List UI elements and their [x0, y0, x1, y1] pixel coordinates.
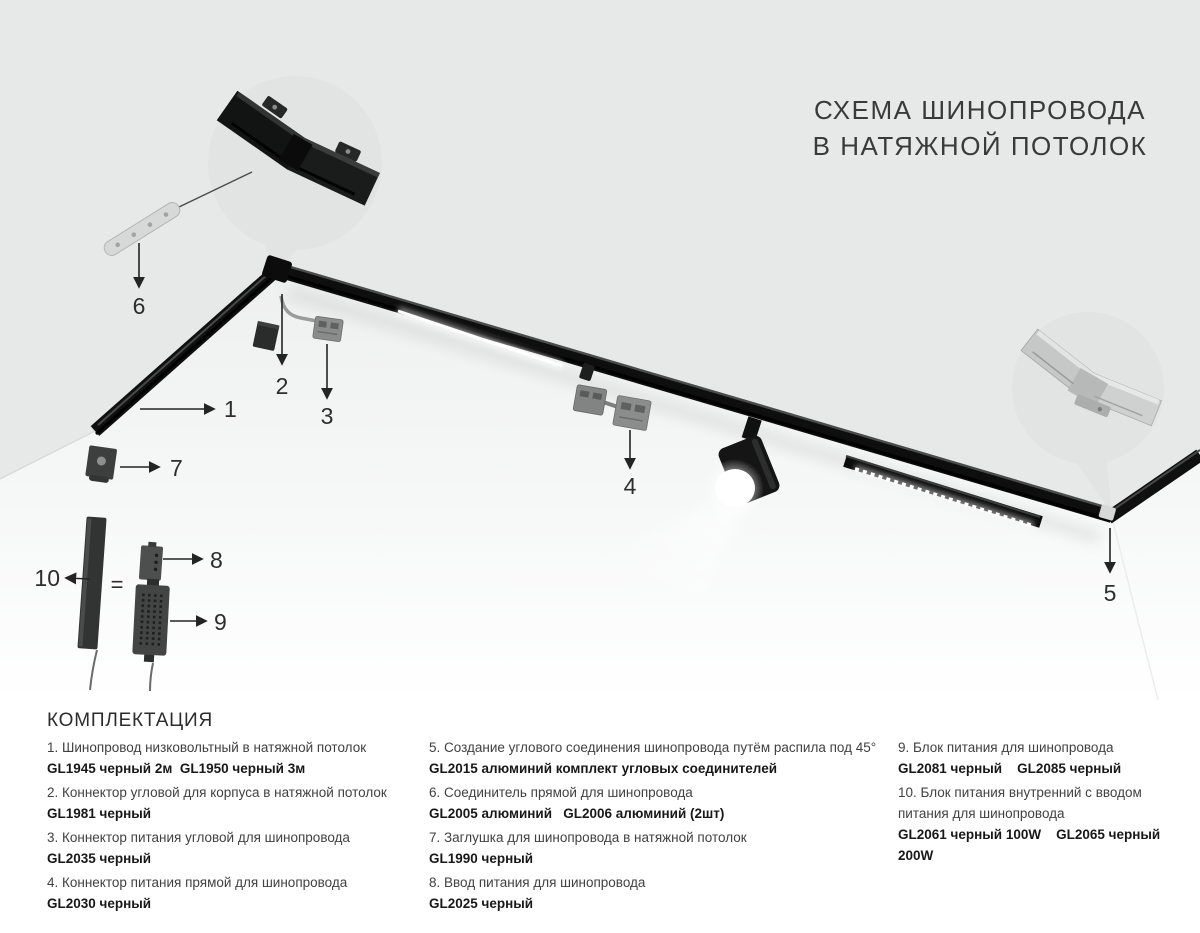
part-code: GL2030 черный: [47, 896, 152, 911]
list-item: [47, 872, 422, 914]
label-7: 7: [170, 455, 183, 481]
part-description: 7. Заглушка для шинопровода в натяжной потолок: [429, 830, 747, 845]
list-item: [429, 827, 887, 869]
page-title-line1: СХЕМА ШИНОПРОВОДА: [813, 95, 1146, 125]
part-code: GL2015 алюминий комплект угловых соединителей: [429, 761, 778, 776]
list-item: [898, 782, 1190, 866]
list-item: [898, 737, 1190, 779]
part-description: 9. Блок питания для шинопровода: [898, 740, 1114, 755]
part-description: 3. Коннектор питания угловой для шинопровода: [47, 830, 350, 845]
list-item: [47, 827, 422, 869]
track-end-cap: [85, 445, 118, 484]
part-description: 8. Ввод питания для шинопровода: [429, 875, 646, 890]
list-item: [429, 872, 887, 914]
part-description: 10. Блок питания внутренний с вводом питания для шинопровода: [898, 785, 1146, 821]
arrow-10: [66, 578, 90, 579]
list-item: [47, 737, 422, 779]
equals-sign: =: [110, 572, 124, 597]
label-8: 8: [210, 547, 223, 573]
part-description: 4. Коннектор питания прямой для шинопровода: [47, 875, 348, 890]
part-code: GL1990 черный: [429, 851, 534, 866]
page-title-line2: В НАТЯЖНОЙ ПОТОЛОК: [812, 131, 1148, 161]
part-description: 5. Создание углового соединения шинопровода путём распила под 45°: [429, 740, 877, 755]
label-2: 2: [275, 373, 289, 399]
list-item: [47, 782, 422, 824]
label-1: 1: [224, 396, 237, 422]
page-title: [770, 92, 1190, 164]
part-description: 6. Соединитель прямой для шинопровода: [429, 785, 693, 800]
parts-list-column-3: [898, 737, 1190, 869]
label-5: 5: [1103, 580, 1117, 606]
label-4: 4: [623, 473, 637, 499]
part-code: GL2035 черный: [47, 851, 152, 866]
part-code: GL2005 алюминий GL2006 алюминий (2шт): [429, 806, 725, 821]
list-item: [429, 737, 887, 779]
part-code: GL2081 черный GL2085 черный: [898, 761, 1122, 776]
label-9: 9: [214, 609, 227, 635]
part-code: GL2025 черный: [429, 896, 534, 911]
label-6: 6: [132, 293, 146, 319]
parts-list-column-1: [47, 737, 422, 917]
part-code: GL2061 черный 100W GL2065 черный 200W: [898, 827, 1164, 863]
part-description: 2. Коннектор угловой для корпуса в натяжной потолок: [47, 785, 387, 800]
label-3: 3: [320, 403, 334, 429]
part-description: 1. Шинопровод низковольтный в натяжной потолок: [47, 740, 367, 755]
parts-list-heading: КОМПЛЕКТАЦИЯ: [47, 710, 214, 731]
part-code: GL1945 черный 2м GL1950 черный 3м: [47, 761, 306, 776]
list-item: [429, 782, 887, 824]
label-10: 10: [34, 565, 60, 591]
power-input-block: [139, 541, 164, 580]
corner-power-connector: [313, 316, 344, 342]
spotlight-face: [715, 469, 755, 507]
parts-list-column-2: [429, 737, 887, 917]
power-supply-box: [132, 578, 170, 663]
part-code: GL1981 черный: [47, 806, 152, 821]
